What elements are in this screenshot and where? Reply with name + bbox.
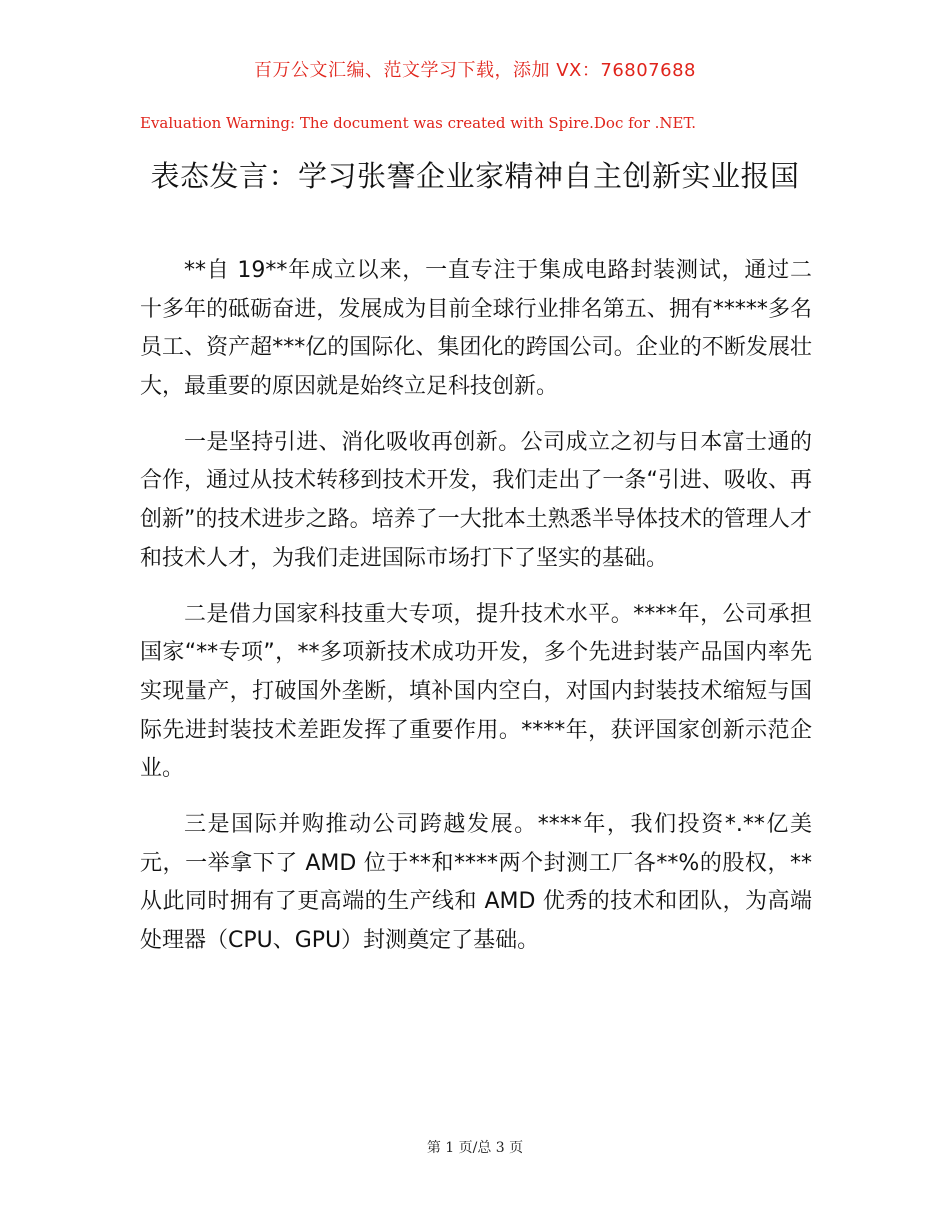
header-banner: 百万公文汇编、范文学习下载，添加 VX：76807688 [254, 60, 696, 81]
paragraph-point-three: 三是国际并购推动公司跨越发展。****年，我们投资*.**亿美元，一举拿下了 AMD 位于**和****两个封测工厂各**%的股权，**从此同时拥有了更高端的生产线和 AMD 优秀的技术和团队，为高端处理器（CPU、GPU）封测奠定了基础。 [140, 812, 812, 953]
paragraph-point-one: 一是坚持引进、消化吸收再创新。公司成立之初与日本富士通的合作，通过从技术转移到技术开发，我们走出了一条“引进、吸收、再创新”的技术进步之路。培养了一大批本土熟悉半导体技术的管理人才和技术人才，为我们走进国际市场打下了坚实的基础。 [140, 429, 812, 571]
paragraph-point-two: 二是借力国家科技重大专项，提升技术水平。****年，公司承担国家“**专项”，**多项新技术成功开发，多个先进封装产品国内率先实现量产，打破国外垄断，填补国内空白，对国内封装技术缩短与国际先进封装技术差距发挥了重要作用。****年，获评国家创新示范企业。 [140, 601, 812, 782]
document-body [140, 252, 812, 978]
page-number-footer: 第 1 页/总 3 页 [426, 1140, 524, 1156]
evaluation-warning: Evaluation Warning: The document was created with Spire.Doc for .NET. [140, 114, 697, 132]
paragraph-intro: **自 19**年成立以来，一直专注于集成电路封装测试，通过二十多年的砥砺奋进，发展成为目前全球行业排名第五、拥有*****多名员工、资产超***亿的国际化、集团化的跨国公司。企业的不断发展壮大，最重要的原因就是始终立足科技创新。 [140, 258, 812, 399]
document-title: 表态发言：学习张謇企业家精神自主创新实业报国 [150, 159, 800, 193]
